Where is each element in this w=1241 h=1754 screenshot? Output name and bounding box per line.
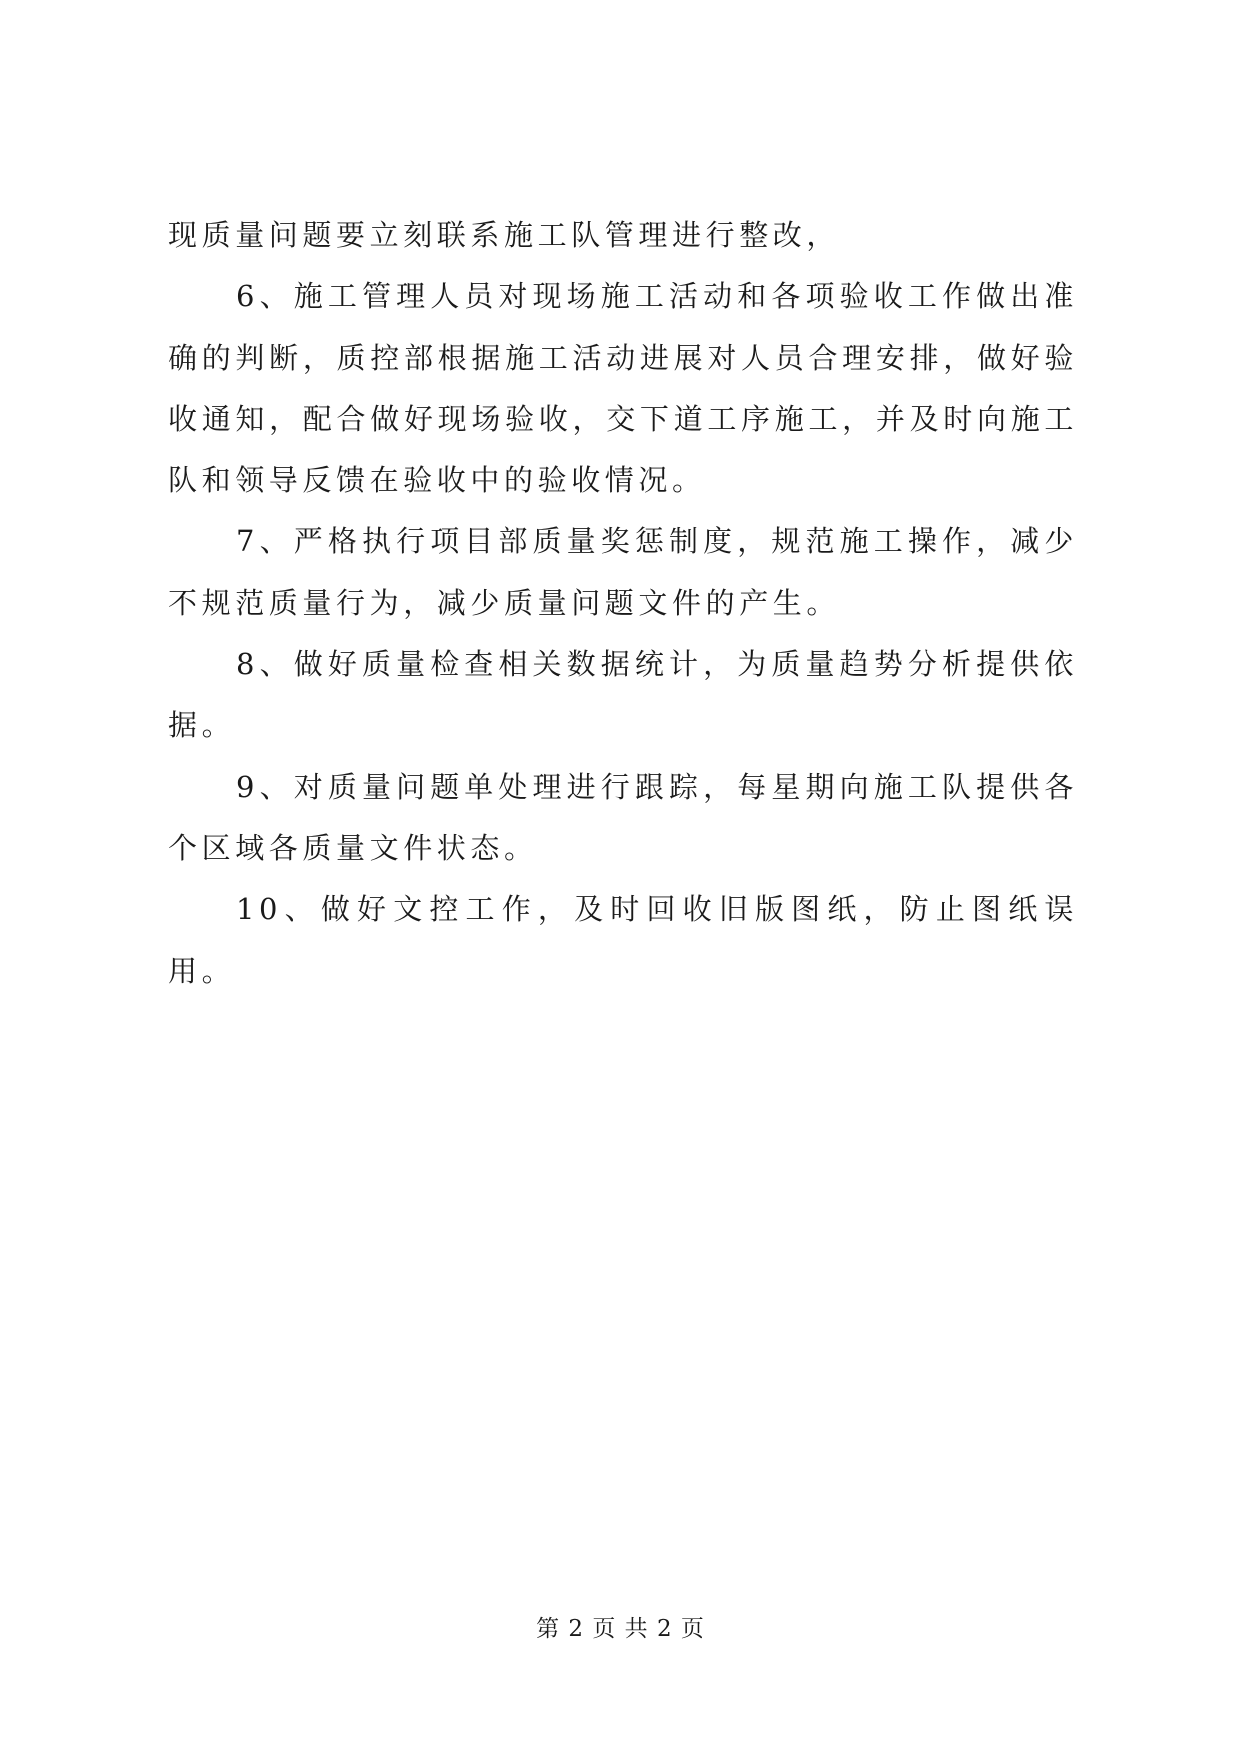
paragraph-item-9: 9、对质量问题单处理进行跟踪，每星期向施工队提供各个区域各质量文件状态。	[168, 769, 1078, 865]
page-number-footer: 第 2 页 共 2 页	[536, 1616, 705, 1642]
paragraph-continuation: 现质量问题要立刻联系施工队管理进行整改，	[168, 218, 841, 252]
document-body	[168, 205, 1078, 1002]
paragraph-item-7: 7、严格执行项目部质量奖惩制度，规范施工操作，减少不规范质量行为，减少质量问题文件的产生。	[168, 524, 1078, 620]
paragraph-item-8: 8、做好质量检查相关数据统计，为质量趋势分析提供依据。	[168, 647, 1078, 743]
paragraph-item-10: 10、做好文控工作，及时回收旧版图纸，防止图纸误用。	[168, 892, 1078, 988]
paragraph-item-6: 6、施工管理人员对现场施工活动和各项验收工作做出准确的判断，质控部根据施工活动进展对人员合理安排，做好验收通知，配合做好现场验收，交下道工序施工，并及时向施工队和领导反馈在验收中的验收情况。	[168, 279, 1078, 498]
